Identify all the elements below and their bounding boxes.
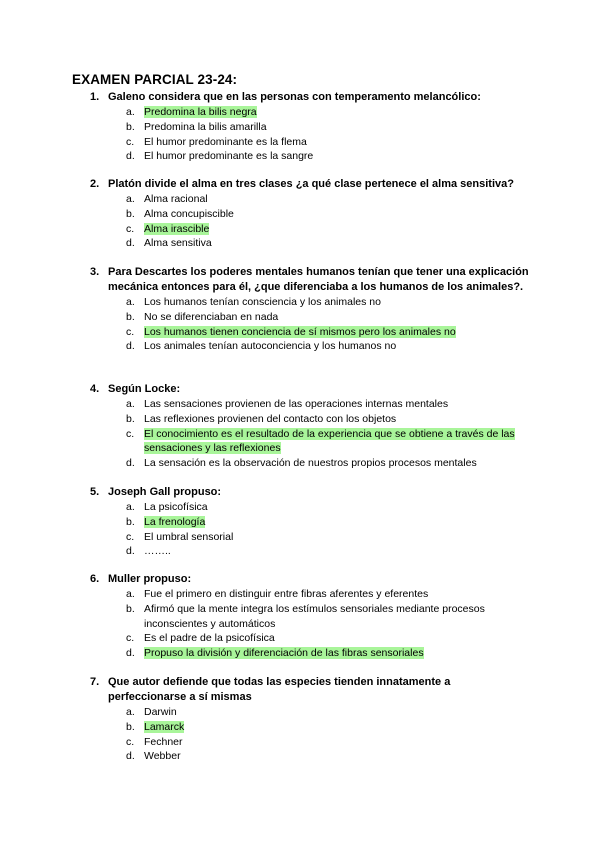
option-text: El humor predominante es la sangre (144, 150, 314, 163)
option-text: Afirmó que la mente integra los estímulos sensoriales mediante procesos inconscientes y automáticos (144, 602, 485, 630)
option-text-correct: Lamarck (144, 720, 185, 733)
option-text-correct: El conocimiento es el resultado de la experiencia que se obtiene a través de las sensaciones y las reflexiones (144, 427, 515, 455)
question-text (90, 90, 530, 105)
option-letter: c. (126, 427, 135, 440)
option-letter: b. (126, 602, 135, 615)
option-letter: b. (126, 310, 135, 323)
option-text: Los humanos tenían consciencia y los animales no (144, 296, 381, 308)
answer-option-a (90, 397, 530, 412)
answer-option-b (90, 412, 530, 427)
question-number: 6. (90, 573, 100, 585)
option-text: Fue el primero en distinguir entre fibras aferentes y eferentes (144, 588, 429, 600)
option-letter: b. (126, 515, 135, 528)
answer-options (90, 397, 530, 471)
question-number: 7. (90, 676, 100, 688)
question-3 (90, 265, 530, 354)
question-body: Muller propuso: (108, 573, 192, 585)
answer-option-b (90, 515, 530, 530)
question-number: 4. (90, 383, 100, 395)
option-text: Alma sensitiva (144, 237, 212, 250)
option-letter: d. (126, 647, 135, 660)
option-text: Los animales tenían autoconciencia y los humanos no (144, 340, 397, 353)
option-text: Darwin (144, 706, 177, 718)
question-text (90, 485, 530, 500)
question-body: Galeno considera que en las personas con temperamento melancólico: (108, 91, 481, 103)
option-text: Es el padre de la psicofísica (144, 632, 275, 645)
answer-option-c (90, 427, 530, 457)
question-number: 3. (90, 266, 100, 278)
answer-option-b (90, 602, 530, 632)
answer-option-d (90, 339, 530, 354)
option-letter: c. (126, 325, 135, 338)
answer-option-b (90, 310, 530, 325)
answer-options (90, 105, 530, 164)
answer-option-d (90, 149, 530, 164)
answer-options (90, 587, 530, 661)
option-letter: d. (126, 457, 135, 470)
answer-options (90, 192, 530, 251)
option-letter: a. (126, 588, 135, 600)
option-text: La psicofísica (144, 501, 208, 513)
answer-option-c (90, 735, 530, 750)
option-text: Fechner (144, 735, 183, 748)
option-text: No se diferenciaban en nada (144, 310, 279, 323)
option-letter: a. (126, 398, 135, 410)
answer-option-a (90, 705, 530, 720)
option-text-correct: Predomina la bilis negra (144, 106, 257, 118)
answer-option-c (90, 222, 530, 237)
question-body: Que autor defiende que todas las especies tienden innatamente a perfeccionarse a sí mismas (108, 676, 451, 703)
question-number: 1. (90, 91, 100, 103)
option-text: Las sensaciones provienen de las operaciones internas mentales (144, 398, 449, 410)
question-body: Joseph Gall propuso: (108, 486, 222, 498)
option-text: Las reflexiones provienen del contacto con los objetos (144, 412, 397, 425)
option-text: …….. (144, 545, 171, 558)
option-text-correct: Alma irascible (144, 222, 210, 235)
option-letter: c. (126, 735, 135, 748)
answer-option-c (90, 631, 530, 646)
question-text (90, 382, 530, 397)
option-letter: c. (126, 222, 135, 235)
question-text (90, 572, 530, 587)
option-text-correct: La frenología (144, 515, 206, 528)
option-letter: d. (126, 150, 135, 163)
option-letter: b. (126, 720, 135, 733)
answer-option-c (90, 135, 530, 150)
option-text: Predomina la bilis amarilla (144, 120, 267, 133)
question-6 (90, 572, 530, 661)
option-letter: d. (126, 340, 135, 353)
option-letter: a. (126, 501, 135, 513)
question-2 (90, 177, 530, 251)
answer-option-a (90, 192, 530, 207)
answer-option-d (90, 749, 530, 764)
answer-option-a (90, 105, 530, 120)
option-letter: c. (126, 135, 135, 148)
question-5 (90, 485, 530, 559)
option-letter: d. (126, 237, 135, 250)
answer-option-c (90, 325, 530, 340)
answer-option-a (90, 587, 530, 602)
option-text: Alma concupiscible (144, 207, 234, 220)
option-text: La sensación es la observación de nuestros propios procesos mentales (144, 457, 477, 470)
option-letter: a. (126, 106, 135, 118)
question-body: Según Locke: (108, 383, 181, 395)
answer-options (90, 295, 530, 354)
answer-option-b (90, 720, 530, 735)
question-4 (90, 382, 530, 471)
exam-title: EXAMEN PARCIAL 23-24: (72, 72, 238, 87)
option-letter: b. (126, 120, 135, 133)
option-text: El humor predominante es la flema (144, 135, 307, 148)
option-text: El umbral sensorial (144, 530, 234, 543)
option-text: Alma racional (144, 193, 208, 205)
option-letter: a. (126, 296, 135, 308)
option-letter: d. (126, 750, 135, 763)
option-letter: d. (126, 545, 135, 558)
answer-option-a (90, 500, 530, 515)
question-text (90, 675, 530, 705)
answer-option-b (90, 120, 530, 135)
option-letter: c. (126, 530, 135, 543)
option-letter: a. (126, 193, 135, 205)
answer-option-a (90, 295, 530, 310)
answer-option-d (90, 236, 530, 251)
option-text-correct: Los humanos tienen conciencia de sí mismos pero los animales no (144, 325, 456, 338)
answer-options (90, 500, 530, 559)
question-body: Platón divide el alma en tres clases ¿a qué clase pertenece el alma sensitiva? (108, 178, 514, 190)
answer-option-b (90, 207, 530, 222)
answer-option-c (90, 530, 530, 545)
question-text (90, 177, 530, 192)
answer-options (90, 705, 530, 764)
answer-option-d (90, 456, 530, 471)
question-body: Para Descartes los poderes mentales humanos tenían que tener una explicación mecánica entonces para él, ¿que diferenciaba a los humanos de los animales?. (108, 266, 529, 293)
option-letter: b. (126, 412, 135, 425)
answer-option-d (90, 544, 530, 559)
question-1 (90, 90, 530, 164)
question-7 (90, 675, 530, 764)
option-text: Webber (144, 750, 181, 763)
answer-option-d (90, 646, 530, 661)
option-text-correct: Propuso la división y diferenciación de las fibras sensoriales (144, 647, 424, 660)
question-number: 5. (90, 486, 100, 498)
option-letter: a. (126, 706, 135, 718)
question-number: 2. (90, 178, 100, 190)
option-letter: b. (126, 207, 135, 220)
option-letter: c. (126, 632, 135, 645)
question-text (90, 265, 530, 295)
